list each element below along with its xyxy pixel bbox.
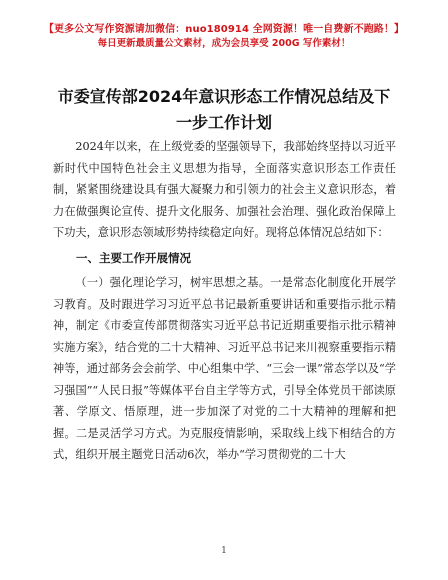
document-title: 市委宣传部2024年意识形态工作情况总结及下一步工作计划 bbox=[57, 87, 391, 132]
promo-banner-line-1: 【更多公文写作资源请加微信：nuo180914 全网资源！唯一自费新不跑路！】 bbox=[43, 24, 405, 35]
promo-banner-line-2: 每日更新最质量公文素材，成为会员享受 200G 写作素材！ bbox=[97, 38, 351, 49]
page-number: 1 bbox=[221, 546, 227, 556]
section-paragraph: （一）强化理论学习，树牢思想之基。一是常态化制度化开展学习教育。及时跟进学习习近平总书记最新重要讲话和重要指示批示精神，制定《市委宣传部贯彻落实习近平总书记近期重要指示批示精神实施方案》，结合党的二十大精神、习近平总书记来川视察重要指示精神等，通过部务会会前学、中心组集中学、“三会一课”常态学以及“学习强国”“人民日报”等媒体平台自主学等方式，引导全体党员干部读原著、学原文、悟原理，进一步加深了对党的二十大精神的理解和把握。二是灵活学习方式。为克服疫情影响，采取线上线下相结合的方式，组织开展主题党日活动6次，举办“学习贯彻党的二十大 bbox=[53, 276, 396, 461]
section-heading: 一、主要工作开展情况 bbox=[76, 250, 191, 265]
document-body bbox=[53, 136, 396, 466]
intro-paragraph: 2024年以来，在上级党委的坚强领导下，我部始终坚持以习近平新时代中国特色社会主义思想为指导，全面落实意识形态工作责任制，紧紧围绕建设具有强大凝聚力和引领力的社会主义意识形态，着力在做强舆论宣传、提升文化服务、加强社会治理、强化政治保障上下功夫，意识形态领域形势持续稳定向好。现将总体情况总结如下： bbox=[53, 140, 396, 239]
